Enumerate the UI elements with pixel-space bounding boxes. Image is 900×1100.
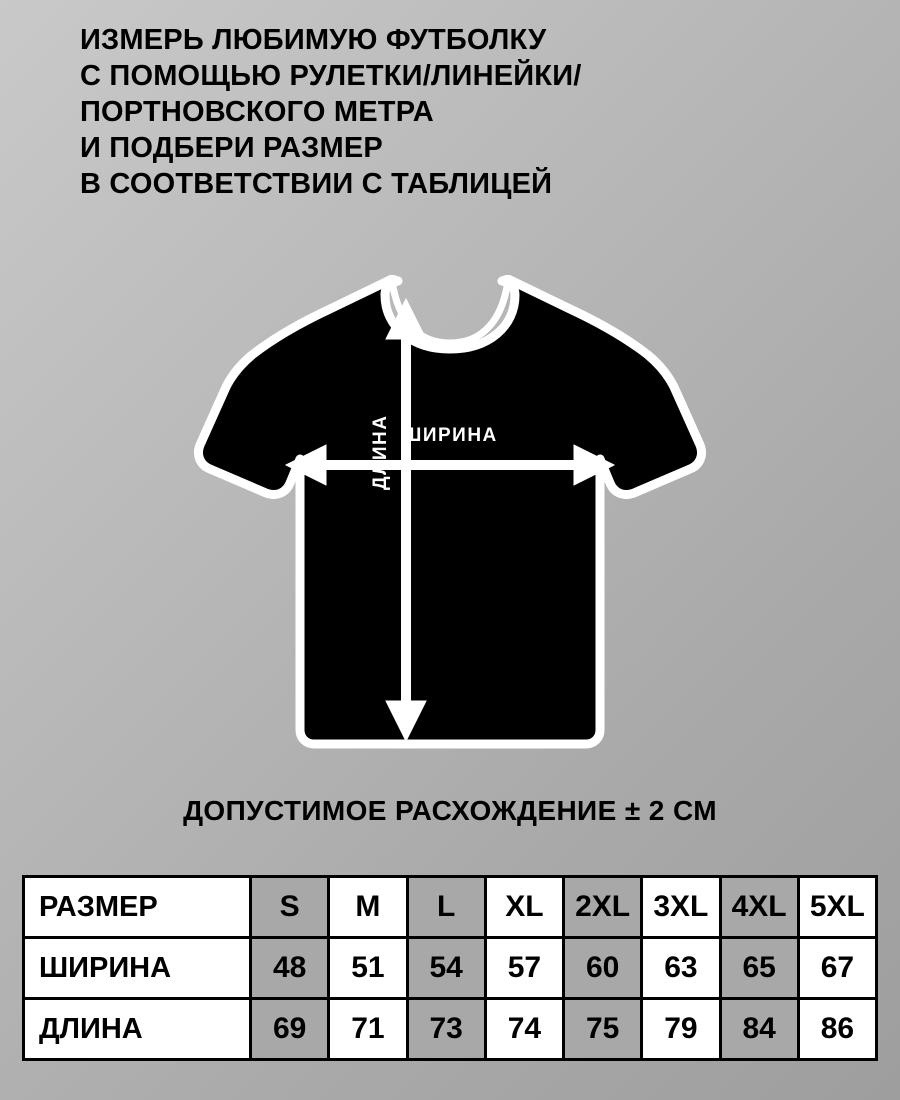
heading-line-5: В СООТВЕТСТВИИ С ТАБЛИЦЕЙ <box>80 168 553 200</box>
length-label: ДЛИНА <box>370 414 391 490</box>
table-header-size: РАЗМЕР <box>24 877 251 938</box>
length-5xl: 86 <box>798 999 876 1060</box>
table-row-length <box>24 999 877 1060</box>
width-xl: 57 <box>485 938 563 999</box>
table-header-5xl: 5XL <box>798 877 876 938</box>
width-4xl: 65 <box>720 938 798 999</box>
heading-line-3: ПОРТНОВСКОГО МЕТРА <box>80 96 434 128</box>
table-row-header <box>24 877 877 938</box>
tolerance-note: ДОПУСТИМОЕ РАСХОЖДЕНИЕ ± 2 СМ <box>183 795 717 826</box>
instructions-heading <box>80 22 860 202</box>
table-header-xl: XL <box>485 877 563 938</box>
width-2xl: 60 <box>564 938 642 999</box>
row-label-length: ДЛИНА <box>24 999 251 1060</box>
heading-line-4: И ПОДБЕРИ РАЗМЕР <box>80 132 383 164</box>
length-s: 69 <box>251 999 329 1060</box>
table-row-width <box>24 938 877 999</box>
table-header-4xl: 4XL <box>720 877 798 938</box>
width-3xl: 63 <box>642 938 720 999</box>
size-table-container <box>22 875 878 1061</box>
length-l: 73 <box>407 999 485 1060</box>
length-3xl: 79 <box>642 999 720 1060</box>
width-label: ШИРИНА <box>402 425 498 446</box>
table-header-l: L <box>407 877 485 938</box>
length-2xl: 75 <box>564 999 642 1060</box>
length-xl: 74 <box>485 999 563 1060</box>
tshirt-icon <box>180 275 720 765</box>
size-table <box>22 875 878 1061</box>
length-4xl: 84 <box>720 999 798 1060</box>
table-header-s: S <box>251 877 329 938</box>
width-s: 48 <box>251 938 329 999</box>
length-m: 71 <box>329 999 407 1060</box>
table-header-m: M <box>329 877 407 938</box>
tshirt-diagram <box>0 275 900 775</box>
table-header-3xl: 3XL <box>642 877 720 938</box>
row-label-width: ШИРИНА <box>24 938 251 999</box>
heading-line-1: ИЗМЕРЬ ЛЮБИМУЮ ФУТБОЛКУ <box>80 24 547 56</box>
table-header-2xl: 2XL <box>564 877 642 938</box>
heading-line-2: С ПОМОЩЬЮ РУЛЕТКИ/ЛИНЕЙКИ/ <box>80 60 582 92</box>
width-l: 54 <box>407 938 485 999</box>
width-m: 51 <box>329 938 407 999</box>
width-5xl: 67 <box>798 938 876 999</box>
